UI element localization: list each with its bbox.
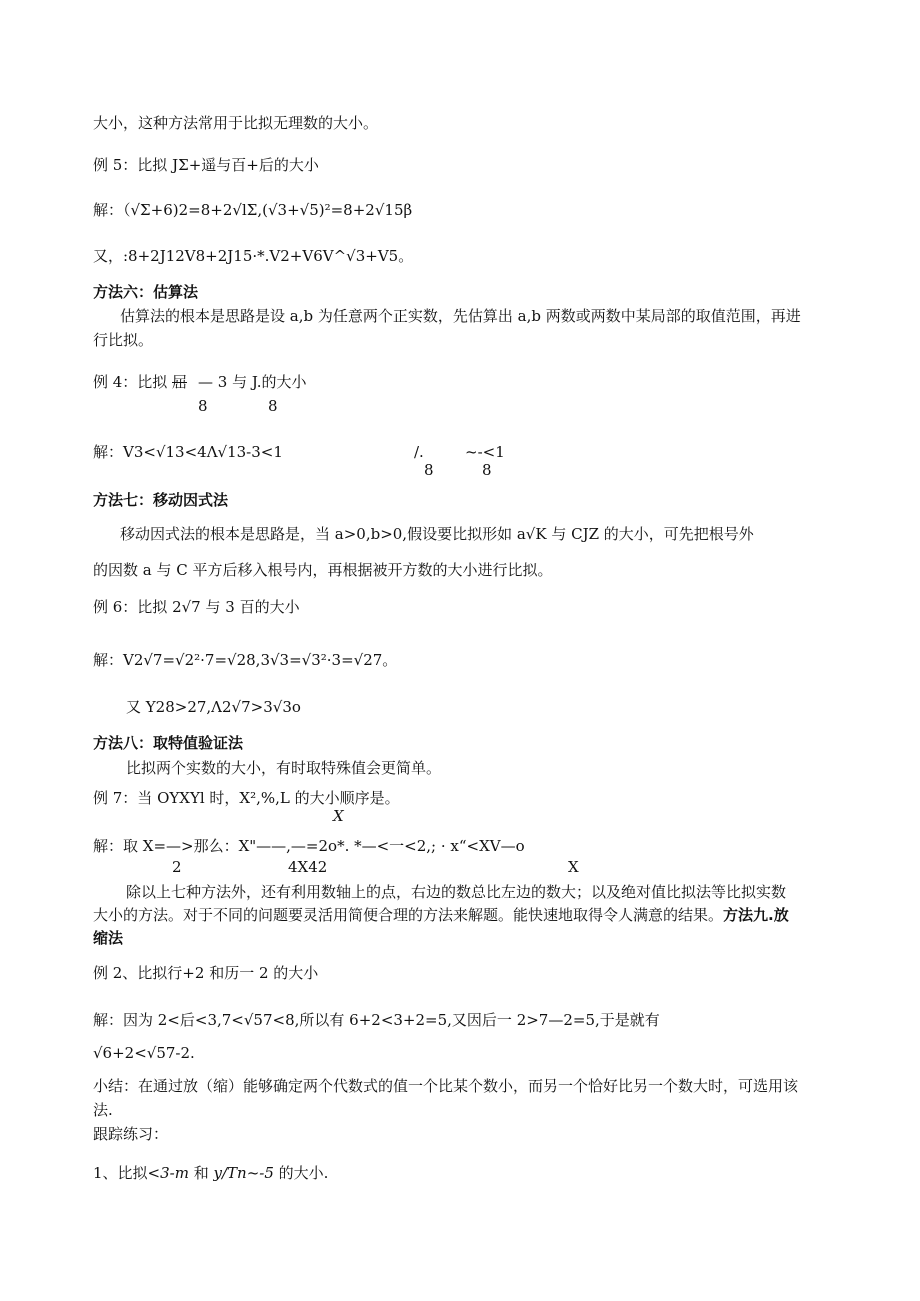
method-7-heading: 方法七：移动因式法	[93, 491, 229, 509]
exercise-1-tail: 的大小.	[273, 1164, 329, 1182]
summary-paragraph-line1: 除以上七种方法外，还有利用数轴上的点，右边的数总比左边的数大；以及绝对值比拟法等比拟实数	[126, 883, 787, 901]
example-4-solution-denominator: 8	[424, 461, 434, 479]
example-5-title: 例 5：比拟 JΣ+遥与百+后的大小	[93, 156, 319, 174]
example-7-title: 例 7：当 OYXYl 时，X²,%,L 的大小顺序是。	[93, 789, 400, 807]
example-4-solution-part: /.	[414, 443, 424, 461]
example-4-solution-denominator: 8	[482, 461, 492, 479]
example-6-solution: 解：V2√7=√2²·7=√28,3√3=√3²·3=√27。	[93, 651, 398, 669]
example-7-denominator: X	[333, 807, 344, 825]
example-7-solution-denominator: 2	[172, 858, 182, 876]
example-4-solution: 解：V3<√13<4Λ√13-3<1	[93, 443, 283, 461]
text-line: 大小，这种方法常用于比拟无理数的大小。	[93, 114, 379, 132]
example-4-label: 例 4：比拟	[93, 373, 168, 391]
example-5-solution: 解：（√Σ+6)2=8+2√lΣ,(√3+√5)²=8+2√15β	[93, 201, 413, 219]
example-5-conclusion: 又，:8+2J12V8+2J15·*.V2+V6V^√3+V5。	[93, 247, 414, 265]
method-6-heading: 方法六：估算法	[93, 283, 199, 301]
example-7-solution-denominator: X	[568, 858, 579, 876]
exercise-1-expr-b: y/Tn~-5	[213, 1164, 274, 1182]
tracking-exercises-heading: 跟踪练习：	[93, 1125, 169, 1143]
method-7-desc-line2: 的因数 a 与 C 平方后移入根号内，再根据被开方数的大小进行比拟。	[93, 561, 553, 579]
exercise-1-and: 和	[188, 1164, 214, 1182]
example-2-title: 例 2、比拟行+2 和历一 2 的大小	[93, 964, 319, 982]
summary-paragraph-line2	[93, 905, 789, 925]
example-4-rest: — 3 与 J.的大小	[198, 373, 307, 391]
method-8-heading: 方法八：取特值验证法	[93, 734, 244, 752]
example-7-solution-denominator: 4X42	[288, 858, 328, 876]
method-6-desc-line2: 行比拟。	[93, 331, 154, 349]
example-4-solution-part: ~-<1	[465, 443, 505, 461]
example-2-solution-line1: 解：因为 2<后<3,7<√57<8,所以有 6+2<3+2=5,又因后一 2>7—2=5,于是就有	[93, 1011, 660, 1029]
example-6-title: 例 6：比拟 2√7 与 3 百的大小	[93, 598, 300, 616]
exercise-1-expr-a: <3-m	[147, 1164, 189, 1182]
method-9-heading-cont: 缩法	[93, 929, 124, 947]
example-7-solution: 解：取 X=—>那么：X"——,—=2o*. *—<一<2,; · x“<XV—o	[93, 837, 525, 855]
method-6-desc-line1: 估算法的根本是思路是设 a,b 为任意两个正实数，先估算出 a,b 两数或两数中某局部的取值范围，再进	[120, 307, 801, 325]
exercise-1-label: 1、比拟	[93, 1164, 148, 1182]
method-9-heading: 方法九.放	[723, 906, 789, 924]
example-2-solution-line2: √6+2<√57-2.	[93, 1044, 195, 1062]
method-8-desc: 比拟两个实数的大小，有时取特殊值会更简单。	[126, 759, 442, 777]
exercise-1	[93, 1163, 328, 1183]
example-4-radical: 屈	[172, 373, 188, 391]
summary-line1: 小结：在通过放（缩）能够确定两个代数式的值一个比某个数小，而另一个恰好比另一个数大时，可选用该	[93, 1077, 799, 1095]
method-7-desc-line1: 移动因式法的根本是思路是，当 a>0,b>0,假设要比拟形如 a√K 与 CJZ 的大小，可先把根号外	[120, 525, 754, 543]
summary-line2: 法.	[93, 1101, 113, 1119]
example-4-denominator: 8	[198, 397, 208, 415]
example-4-denominator: 8	[268, 397, 278, 415]
summary-paragraph-text: 大小的方法。对于不同的问题要灵活用简便合理的方法来解题。能快速地取得令人满意的结果。	[93, 906, 724, 924]
example-6-conclusion: 又 Y28>27,Λ2√7>3√3o	[126, 698, 301, 716]
